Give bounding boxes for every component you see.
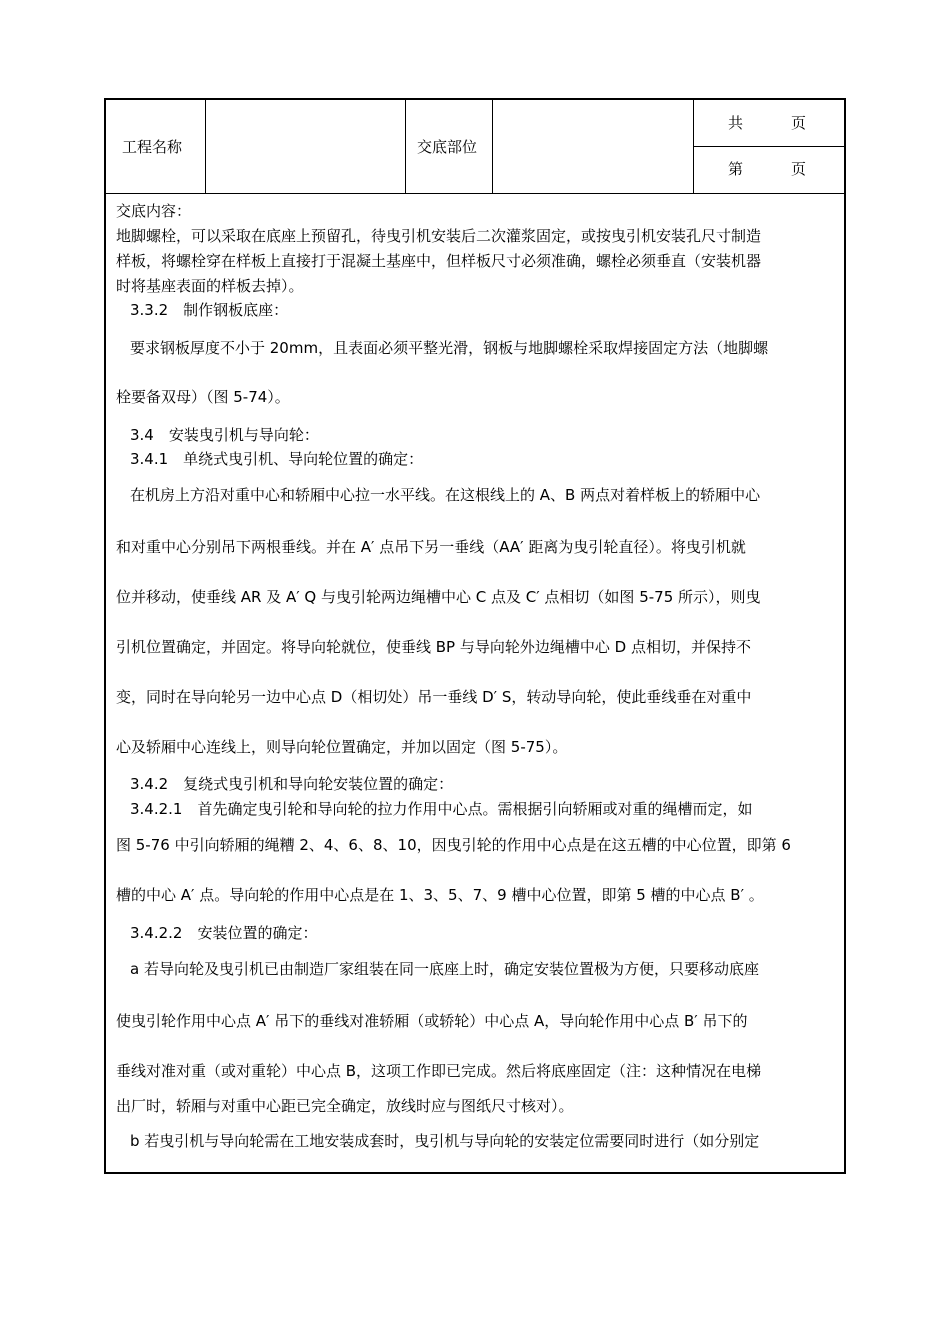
- section-heading: 3.4.2.2 安装位置的确定：: [130, 924, 318, 942]
- paragraph-line: a 若导向轮及曳引机已由制造厂家组装在同一底座上时，确定安装位置极为方便，只要移动底座: [130, 960, 759, 978]
- paragraph-line: 垂线对准对重（或对重轮）中心点 B，这项工作即已完成。然后将底座固定（注：这种情况在电梯: [116, 1062, 762, 1080]
- content-title: 交底内容：: [116, 202, 192, 220]
- paragraph-line: 使曳引轮作用中心点 A′ 吊下的垂线对准轿厢（或轿轮）中心点 A，导向轮作用中心点 B′ 吊下的: [116, 1012, 748, 1030]
- header-divider: [492, 100, 493, 193]
- page-number-unit: 页: [791, 160, 807, 178]
- paragraph-line: 引机位置确定，并固定。将导向轮就位，使垂线 BP 与导向轮外边绳槽中心 D 点相切，并保持不: [116, 638, 751, 656]
- section-heading: 3.3.2 制作钢板底座：: [130, 301, 289, 319]
- paragraph-line: 要求钢板厚度不小于 20mm，且表面必须平整光滑，钢板与地脚螺栓采取焊接固定方法（地脚螺: [130, 339, 769, 357]
- paragraph-line: 位并移动，使垂线 AR 及 A′ Q 与曳引轮两边绳槽中心 C 点及 C′ 点相切（如图 5-75 所示），则曳: [116, 588, 761, 606]
- section-heading: 3.4 安装曳引机与导向轮：: [130, 426, 319, 444]
- paragraph-line: 样板，将螺栓穿在样板上直接打于混凝土基座中，但样板尺寸必须准确，螺栓必须垂直（安装机器: [116, 252, 762, 270]
- paragraph-line: 图 5-76 中引向轿厢的绳糟 2、4、6、8、10，因曳引轮的作用中心点是在这五槽的中心位置，即第 6: [116, 836, 791, 854]
- paragraph-line: b 若曳引机与导向轮需在工地安装成套时，曳引机与导向轮的安装定位需要同时进行（如分别定: [130, 1132, 760, 1150]
- paragraph-line: 和对重中心分别吊下两根垂线。并在 A′ 点吊下另一垂线（AA′ 距离为曳引轮直径）。将曳引机就: [116, 538, 746, 556]
- total-pages-unit: 页: [791, 114, 807, 132]
- paragraph-line: 栓要备双母）（图 5-74）。: [116, 388, 290, 406]
- header-divider: [405, 100, 406, 193]
- page-number-cell: [728, 159, 806, 179]
- paragraph-line: 变，同时在导向轮另一边中心点 D（相切处）吊一垂线 D′ S，转动导向轮，使此垂线垂在对重中: [116, 688, 752, 706]
- location-label: 交底部位: [417, 138, 478, 156]
- paragraph-line: 槽的中心 A′ 点。导向轮的作用中心点是在 1、3、5、7、9 槽中心位置，即第 5 槽的中心点 B′ 。: [116, 886, 764, 904]
- form-header: [106, 100, 844, 194]
- paragraph-line: 心及轿厢中心连线上，则导向轮位置确定，并加以固定（图 5-75）。: [116, 738, 568, 756]
- paragraph-line: 时将基座表面的样板去掉）。: [116, 277, 304, 295]
- section-heading: 3.4.2 复绕式曳引机和导向轮安装位置的确定：: [130, 775, 454, 793]
- form-frame: [104, 98, 846, 1174]
- total-pages-label: 共: [728, 114, 744, 132]
- project-name-label: 工程名称: [122, 138, 183, 156]
- total-pages-cell: [728, 113, 806, 133]
- header-divider: [205, 100, 206, 193]
- page-number-label: 第: [728, 160, 744, 178]
- section-heading: 3.4.1 单绕式曳引机、导向轮位置的确定：: [130, 450, 424, 468]
- paragraph-line: 3.4.2.1 首先确定曳引轮和导向轮的拉力作用中心点。需根据引向轿厢或对重的绳槽而定，如: [130, 800, 753, 818]
- paragraph-line: 地脚螺栓，可以采取在底座上预留孔，待曳引机安装后二次灌浆固定，或按曳引机安装孔尺寸制造: [116, 227, 762, 245]
- header-divider: [693, 146, 844, 147]
- paragraph-line: 出厂时，轿厢与对重中心距已完全确定，放线时应与图纸尺寸核对）。: [116, 1097, 574, 1115]
- paragraph-line: 在机房上方沿对重中心和轿厢中心拉一水平线。在这根线上的 A、B 两点对着样板上的轿厢中心: [130, 486, 761, 504]
